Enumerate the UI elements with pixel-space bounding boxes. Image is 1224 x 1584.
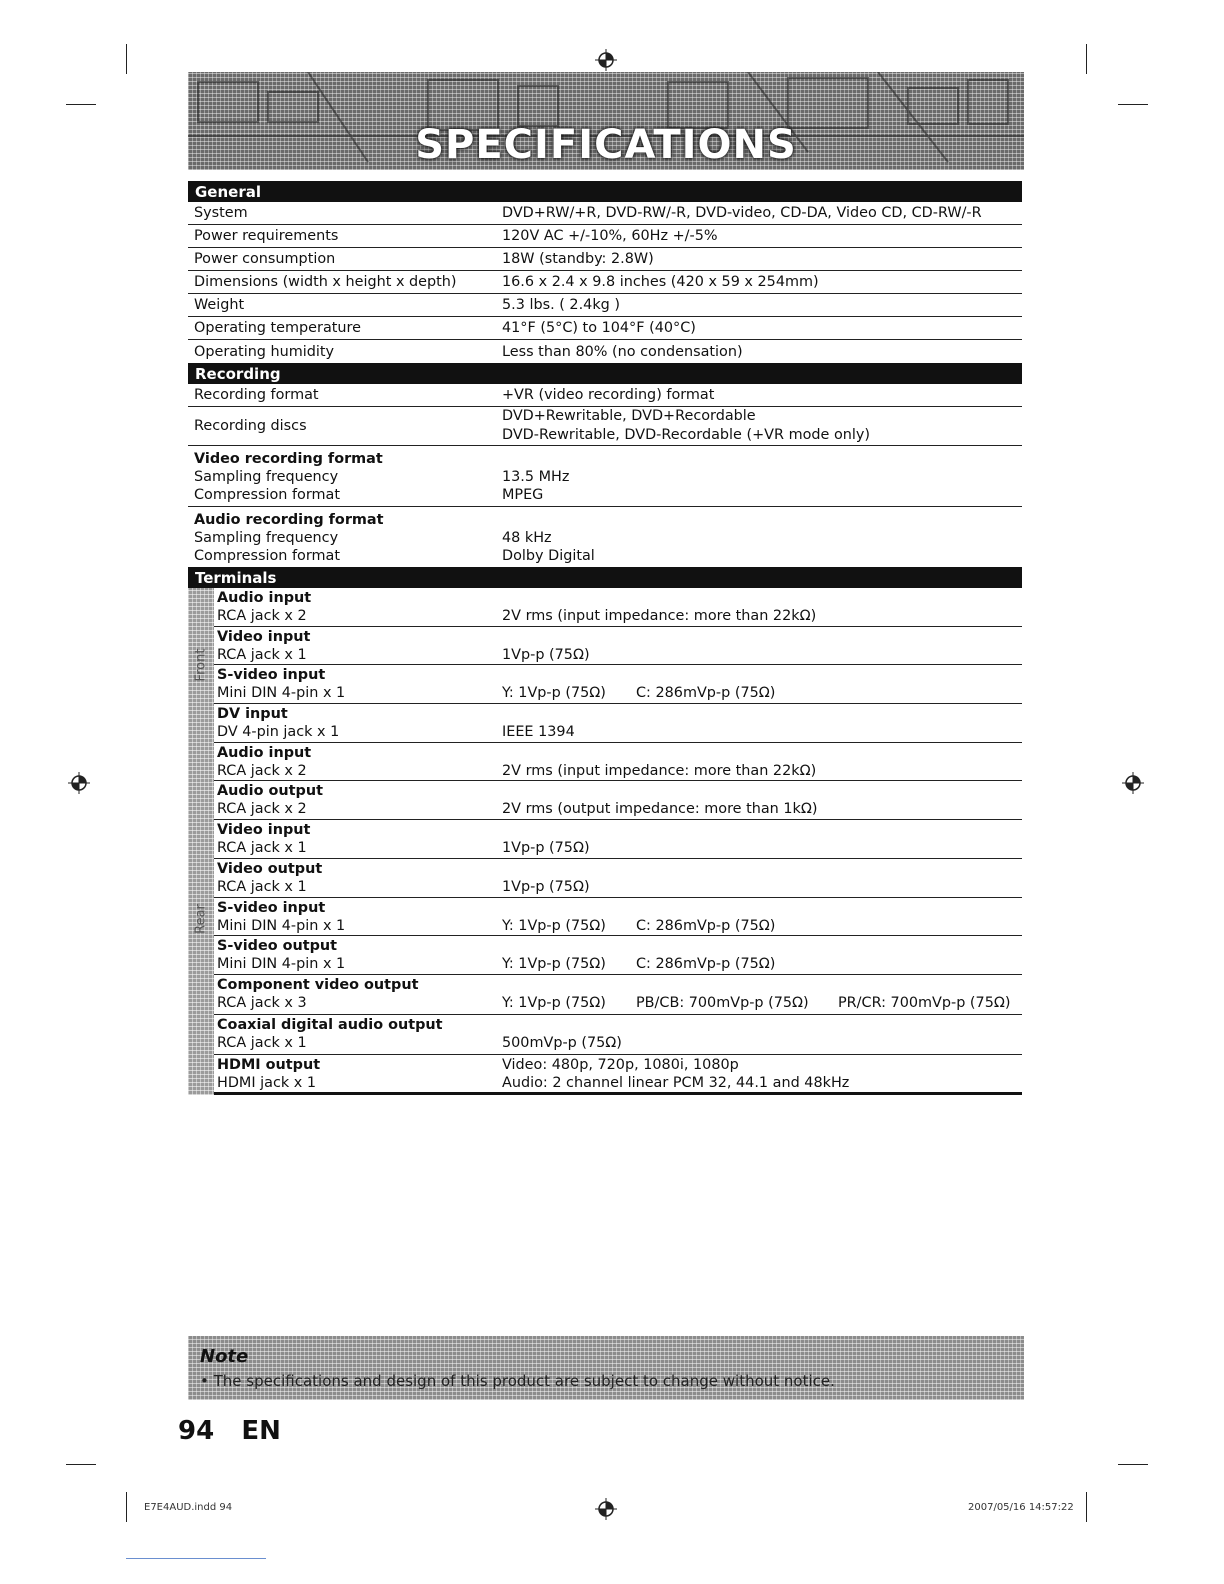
terminal-value: Y: 1Vp-p (75Ω)	[502, 685, 606, 702]
terminal-jack: RCA jack x 2	[217, 608, 307, 624]
terminal-jack: Mini DIN 4-pin x 1	[217, 917, 346, 934]
table-row	[214, 820, 1022, 859]
terminal-heading: S-video input	[217, 667, 326, 684]
terminal-jack: RCA jack x 1	[217, 878, 307, 895]
note-title: Note	[200, 1346, 249, 1367]
terminal-value: C: 286mVp-p (75Ω)	[636, 917, 776, 934]
terminal-jack: Mini DIN 4-pin x 1	[217, 685, 346, 702]
spec-name: Operating temperature	[194, 320, 361, 336]
spec-value: 18W (standby: 2.8W)	[502, 251, 654, 267]
terminal-jack: HDMI jack x 1	[217, 1074, 317, 1091]
section-header-terminals: Terminals	[188, 567, 1022, 588]
terminal-heading: Audio input	[217, 590, 312, 606]
registration-mark-icon	[595, 1498, 617, 1520]
terminal-heading: HDMI output	[217, 1056, 321, 1073]
table-row	[214, 588, 1022, 627]
spec-value: +VR (video recording) format	[502, 387, 715, 403]
page-title: SPECIFICATIONS	[415, 122, 797, 168]
table-row	[188, 384, 1022, 407]
spec-value: 5.3 lbs. ( 2.4kg )	[502, 297, 620, 313]
terminal-heading: Component video output	[217, 976, 419, 993]
terminal-value: 2V rms (output impedance: more than 1kΩ)	[502, 801, 818, 818]
terminal-heading: Audio input	[217, 744, 312, 761]
spec-value: DVD-Rewritable, DVD-Recordable (+VR mode only)	[502, 427, 871, 443]
terminals-rear	[188, 743, 1022, 1095]
spec-value: DVD+RW/+R, DVD-RW/-R, DVD-video, CD-DA, Video CD, CD-RW/-R	[502, 205, 982, 221]
spec-name: Sampling frequency	[194, 530, 339, 546]
spec-name: Power consumption	[194, 251, 336, 267]
terminal-jack: RCA jack x 1	[217, 840, 307, 857]
terminal-value: C: 286mVp-p (75Ω)	[636, 956, 776, 973]
spec-value: DVD+Rewritable, DVD+Recordable	[502, 408, 756, 424]
terminal-jack: Mini DIN 4-pin x 1	[217, 956, 346, 973]
terminal-heading: S-video output	[217, 938, 338, 955]
terminal-value: IEEE 1394	[502, 724, 575, 741]
table-row	[214, 704, 1022, 743]
terminal-value: Audio: 2 channel linear PCM 32, 44.1 and 48kHz	[502, 1074, 850, 1091]
terminal-jack: RCA jack x 1	[217, 1034, 307, 1051]
terminal-value: Video: 480p, 720p, 1080i, 1080p	[502, 1056, 739, 1073]
crop-mark	[66, 104, 96, 105]
front-side-label	[188, 588, 214, 743]
front-label: Front	[193, 648, 209, 682]
spec-value: Dolby Digital	[502, 548, 595, 564]
section-header-general: General	[188, 181, 1022, 202]
terminal-heading: DV input	[217, 706, 288, 723]
spec-name: Recording format	[194, 387, 319, 403]
terminal-value: 2V rms (input impedance: more than 22kΩ)	[502, 608, 817, 624]
crop-mark	[1118, 1464, 1148, 1465]
audio-recording-group	[188, 507, 1022, 567]
terminal-value: C: 286mVp-p (75Ω)	[636, 685, 776, 702]
terminal-jack: RCA jack x 2	[217, 762, 307, 779]
terminal-value: PR/CR: 700mVp-p (75Ω)	[838, 994, 1011, 1011]
crop-mark	[66, 1464, 96, 1465]
table-row	[188, 202, 1022, 225]
table-row	[214, 898, 1022, 937]
registration-mark-icon	[1122, 772, 1144, 794]
table-row	[188, 340, 1022, 363]
terminals-front	[188, 588, 1022, 743]
spec-name: Compression format	[194, 548, 340, 564]
note-text: • The specifications and design of this product are subject to change without notice.	[200, 1372, 835, 1390]
terminal-jack: RCA jack x 1	[217, 646, 307, 663]
table-row	[214, 975, 1022, 1015]
table-row	[188, 317, 1022, 340]
footer-datetime: 2007/05/16 14:57:22	[968, 1502, 1074, 1513]
terminal-value: 2V rms (input impedance: more than 22kΩ)	[502, 762, 817, 779]
table-row	[214, 627, 1022, 666]
bottom-line	[126, 1558, 266, 1559]
title-banner	[188, 72, 1024, 170]
spec-name: Compression format	[194, 487, 340, 503]
terminal-heading: Coaxial digital audio output	[217, 1016, 443, 1033]
page-number	[178, 1416, 281, 1446]
spec-name: Recording discs	[194, 418, 307, 434]
spec-value: 120V AC +/-10%, 60Hz +/-5%	[502, 228, 718, 244]
crop-mark	[126, 1492, 127, 1522]
spec-value: 13.5 MHz	[502, 469, 570, 485]
table-row	[214, 936, 1022, 975]
table-row	[188, 225, 1022, 248]
table-row	[188, 407, 1022, 446]
crop-mark	[1118, 104, 1148, 105]
spec-value: 48 kHz	[502, 530, 552, 546]
specifications-table	[188, 181, 1022, 1095]
terminal-heading: Video input	[217, 822, 311, 839]
spec-name: Sampling frequency	[194, 469, 339, 485]
terminal-jack: RCA jack x 2	[217, 801, 307, 818]
terminal-value: PB/CB: 700mVp-p (75Ω)	[636, 994, 809, 1011]
registration-mark-icon	[68, 772, 90, 794]
table-row	[214, 1055, 1022, 1095]
spec-name: Weight	[194, 297, 245, 313]
terminal-value: Y: 1Vp-p (75Ω)	[502, 994, 606, 1011]
group-heading: Video recording format	[194, 451, 383, 467]
footer-file: E7E4AUD.indd 94	[144, 1502, 233, 1513]
spec-value: 41°F (5°C) to 104°F (40°C)	[502, 320, 696, 336]
terminal-value: Y: 1Vp-p (75Ω)	[502, 917, 606, 934]
section-header-recording: Recording	[188, 363, 1022, 384]
page-number-value: 94	[178, 1416, 215, 1446]
note-box	[188, 1336, 1024, 1400]
table-row	[188, 248, 1022, 271]
table-row	[214, 743, 1022, 782]
spec-value: Less than 80% (no condensation)	[502, 343, 743, 360]
terminal-value: 1Vp-p (75Ω)	[502, 646, 590, 663]
terminal-jack: DV 4-pin jack x 1	[217, 724, 340, 741]
video-recording-group	[188, 446, 1022, 507]
terminal-heading: S-video input	[217, 899, 326, 916]
terminal-value: 1Vp-p (75Ω)	[502, 840, 590, 857]
table-row	[214, 665, 1022, 704]
spec-name: System	[194, 205, 248, 221]
crop-mark	[1086, 44, 1087, 74]
group-heading: Audio recording format	[194, 512, 384, 528]
rear-label: Rear	[193, 903, 209, 934]
terminal-jack: RCA jack x 3	[217, 994, 307, 1011]
spec-value: MPEG	[502, 487, 544, 503]
table-row	[214, 781, 1022, 820]
spec-name: Power requirements	[194, 228, 339, 244]
table-row	[188, 271, 1022, 294]
crop-mark	[126, 44, 127, 74]
table-row	[188, 294, 1022, 317]
registration-mark-icon	[595, 49, 617, 71]
terminal-heading: Video output	[217, 860, 323, 877]
terminal-heading: Audio output	[217, 783, 323, 800]
terminal-value: 1Vp-p (75Ω)	[502, 878, 590, 895]
spec-name: Operating humidity	[194, 343, 335, 360]
spec-name: Dimensions (width x height x depth)	[194, 274, 457, 290]
terminal-value: Y: 1Vp-p (75Ω)	[502, 956, 606, 973]
crop-mark	[1086, 1492, 1087, 1522]
terminal-value: 500mVp-p (75Ω)	[502, 1034, 622, 1051]
table-row	[214, 859, 1022, 898]
spec-value: 16.6 x 2.4 x 9.8 inches (420 x 59 x 254mm)	[502, 274, 819, 290]
terminal-heading: Video input	[217, 628, 311, 645]
rear-side-label	[188, 743, 214, 1095]
language-code: EN	[241, 1416, 281, 1446]
table-row	[214, 1015, 1022, 1055]
